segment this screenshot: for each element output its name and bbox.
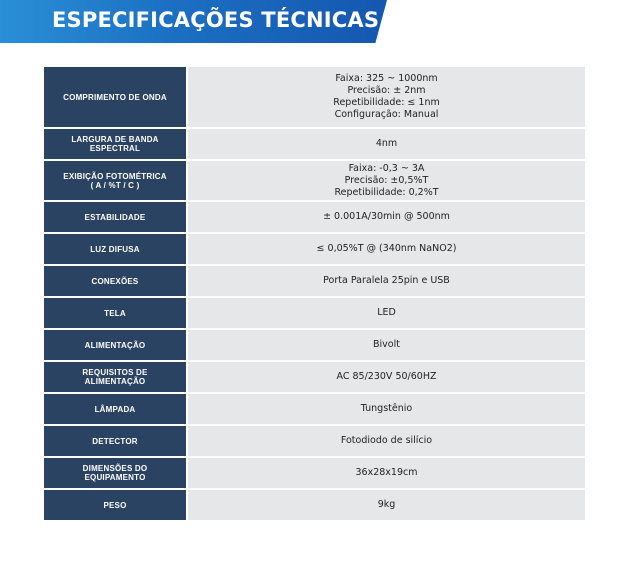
spec-label bbox=[44, 361, 187, 393]
spec-label: ALIMENTAÇÃO bbox=[44, 329, 187, 361]
spec-value: ± 0.001A/30min @ 500nm bbox=[187, 201, 585, 233]
spec-label: LÂMPADA bbox=[44, 393, 187, 425]
spec-value bbox=[187, 160, 585, 201]
spec-label: ESTABILIDADE bbox=[44, 201, 187, 233]
spec-row-largura-de-banda bbox=[44, 128, 585, 160]
spec-row-conexoes bbox=[44, 265, 585, 297]
spec-row-estabilidade bbox=[44, 201, 585, 233]
spec-value: LED bbox=[187, 297, 585, 329]
spec-value-line: Repetibilidade: ≤ 1nm bbox=[333, 97, 440, 108]
spec-row-requisitos-de-alimentacao bbox=[44, 361, 585, 393]
spec-row-alimentacao bbox=[44, 329, 585, 361]
spec-value-line: Precisão: ± 2nm bbox=[347, 85, 426, 96]
spec-label-line: EXIBIÇÃO FOTOMÉTRICA bbox=[63, 171, 167, 181]
specs-table bbox=[44, 67, 585, 522]
spec-value: Bivolt bbox=[187, 329, 585, 361]
spec-label-line: ALIMENTAÇÃO bbox=[84, 377, 146, 386]
spec-label: PESO bbox=[44, 489, 187, 521]
spec-label-line: DIMENSÕES DO bbox=[82, 464, 148, 473]
spec-value: 9kg bbox=[187, 489, 585, 521]
spec-label: DETECTOR bbox=[44, 425, 187, 457]
spec-label-line: ( A / %T / C ) bbox=[90, 180, 140, 190]
spec-label: TELA bbox=[44, 297, 187, 329]
spec-label bbox=[44, 128, 187, 160]
spec-row-detector bbox=[44, 425, 585, 457]
spec-value-line: Repetibilidade: 0,2%T bbox=[334, 186, 439, 198]
spec-label bbox=[44, 457, 187, 489]
spec-label: COMPRIMENTO DE ONDA bbox=[44, 67, 187, 128]
spec-value: Fotodiodo de silício bbox=[187, 425, 585, 457]
spec-label: CONEXÕES bbox=[44, 265, 187, 297]
spec-value: Porta Paralela 25pin e USB bbox=[187, 265, 585, 297]
spec-value-line: Faixa: 325 ~ 1000nm bbox=[335, 73, 438, 84]
spec-value: AC 85/230V 50/60HZ bbox=[187, 361, 585, 393]
spec-label-line: LARGURA DE BANDA bbox=[71, 135, 159, 144]
spec-row-comprimento-de-onda bbox=[44, 67, 585, 128]
spec-row-dimensoes bbox=[44, 457, 585, 489]
spec-value-line: Faixa: -0,3 ~ 3A bbox=[348, 162, 425, 174]
spec-label-line: EQUIPAMENTO bbox=[84, 473, 146, 482]
spec-value: 4nm bbox=[187, 128, 585, 160]
spec-row-lampada bbox=[44, 393, 585, 425]
spec-row-exibicao-fotometrica bbox=[44, 160, 585, 201]
spec-row-luz-difusa bbox=[44, 233, 585, 265]
spec-value bbox=[187, 67, 585, 128]
spec-label: LUZ DIFUSA bbox=[44, 233, 187, 265]
spec-value-line: Configuração: Manual bbox=[334, 109, 439, 120]
spec-value: ≤ 0,05%T @ (340nm NaNO2) bbox=[187, 233, 585, 265]
spec-value-line: Precisão: ±0,5%T bbox=[344, 174, 429, 186]
spec-value: 36x28x19cm bbox=[187, 457, 585, 489]
spec-row-peso bbox=[44, 489, 585, 521]
spec-label bbox=[44, 160, 187, 201]
spec-value: Tungstênio bbox=[187, 393, 585, 425]
spec-row-tela bbox=[44, 297, 585, 329]
page-title: ESPECIFICAÇÕES TÉCNICAS bbox=[52, 8, 380, 32]
spec-label-line: REQUISITOS DE bbox=[82, 368, 148, 377]
spec-label-line: ESPECTRAL bbox=[89, 144, 141, 153]
